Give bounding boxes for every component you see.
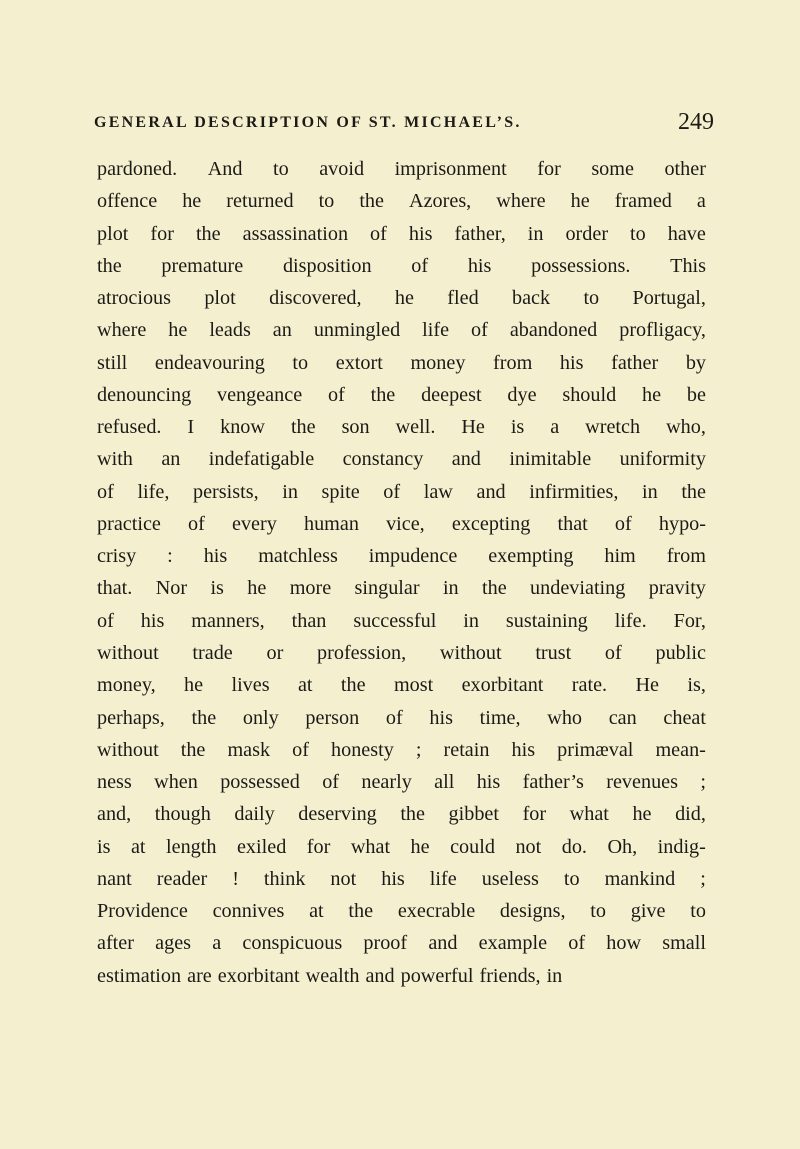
page-header xyxy=(94,109,714,138)
text-line: nant reader ! think not his life useless to mankind ; xyxy=(97,867,706,890)
text-line: refused. I know the son well. He is a wretch who, xyxy=(97,416,706,439)
body-text xyxy=(97,153,706,992)
text-line: Providence connives at the execrable designs, to give to xyxy=(97,900,706,923)
text-line: of his manners, than successful in sustaining life. For, xyxy=(97,609,706,632)
text-line: money, he lives at the most exorbitant rate. He is, xyxy=(97,674,706,697)
text-line: plot for the assassination of his father, in order to have xyxy=(97,222,706,245)
text-line: atrocious plot discovered, he fled back to Portugal, xyxy=(97,287,706,310)
text-line: crisy : his matchless impudence exempting him from xyxy=(97,545,706,568)
text-line: without the mask of honesty ; retain his primæval mean- xyxy=(97,738,706,761)
text-line: still endeavouring to extort money from his father by xyxy=(97,351,706,374)
running-head: GENERAL DESCRIPTION OF ST. MICHAEL’S. xyxy=(94,114,522,131)
text-line: ness when possessed of nearly all his father’s revenues ; xyxy=(97,771,706,794)
text-line: practice of every human vice, excepting that of hypo- xyxy=(97,512,706,535)
page-number: 249 xyxy=(678,109,714,135)
text-line: with an indefatigable constancy and inimitable uniformity xyxy=(97,448,706,471)
text-line: where he leads an unmingled life of abandoned profligacy, xyxy=(97,319,706,342)
text-line: estimation are exorbitant wealth and powerful friends, in xyxy=(97,964,563,987)
text-line: is at length exiled for what he could not do. Oh, indig- xyxy=(97,835,706,858)
text-line: the premature disposition of his possessions. This xyxy=(97,254,706,277)
text-line: that. Nor is he more singular in the undeviating pravity xyxy=(97,577,706,600)
text-line: pardoned. And to avoid imprisonment for some other xyxy=(97,158,706,180)
text-line: perhaps, the only person of his time, who can cheat xyxy=(97,706,706,729)
text-line: of life, persists, in spite of law and infirmities, in the xyxy=(97,480,706,503)
text-line: denouncing vengeance of the deepest dye should he be xyxy=(97,383,706,406)
text-line: without trade or profession, without trust of public xyxy=(97,641,706,664)
text-line: and, though daily deserving the gibbet for what he did, xyxy=(97,803,706,826)
text-line: after ages a conspicuous proof and example of how small xyxy=(97,932,706,955)
text-line: offence he returned to the Azores, where he framed a xyxy=(97,190,706,213)
